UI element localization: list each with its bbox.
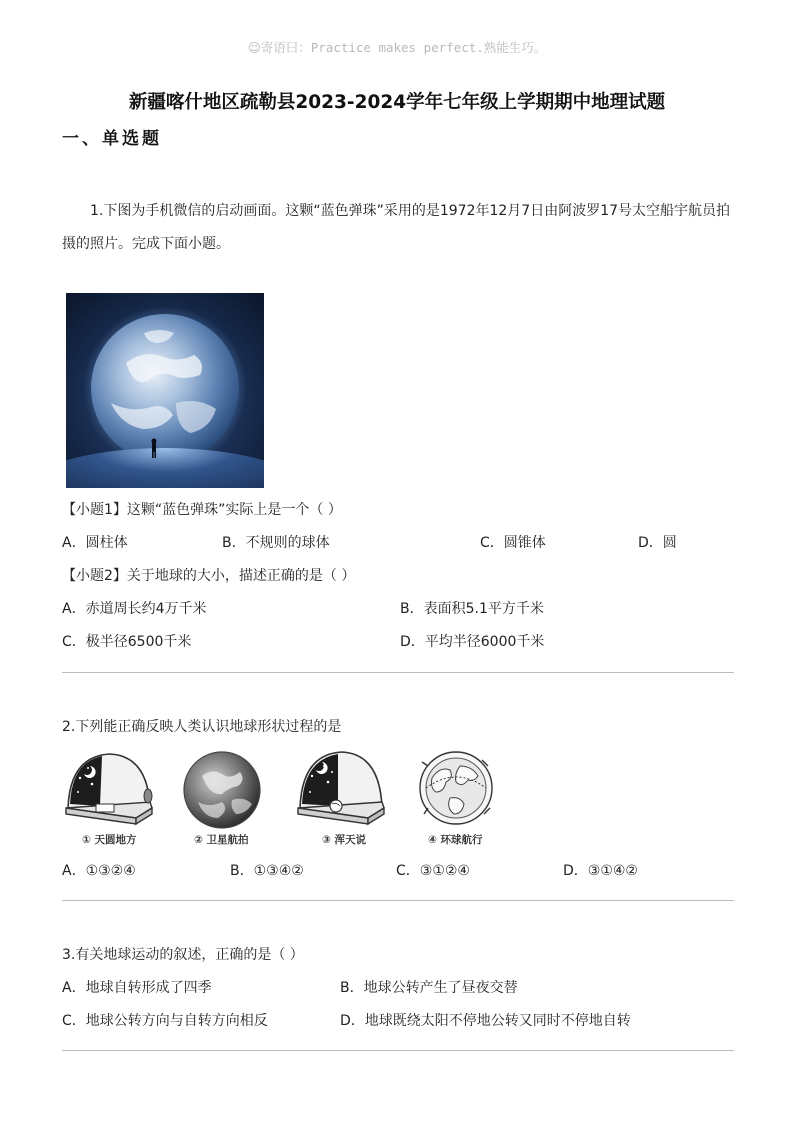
q3-option-d[interactable]: D．地球既绕太阳不停地公转又同时不停地自转 [340,1013,631,1029]
figure-caption-4: ④ 环球航行 [428,834,483,846]
divider [62,1050,734,1051]
q1-sub1-option-c[interactable]: C．圆锥体 [480,535,546,551]
q2-option-c[interactable]: C．③①②④ [396,863,470,879]
figure-caption-3: ③ 浑天说 [322,834,367,846]
divider [62,672,734,673]
motto-text: 寄语曰：Practice makes perfect.熟能生巧。 [260,40,547,55]
q1-sub1-label: 【小题1】这颗“蓝色弹珠”实际上是一个（ ） [62,502,342,518]
q2-option-b[interactable]: B．①③④② [230,863,304,879]
page-motto [0,38,794,56]
q3-stem: 3.有关地球运动的叙述，正确的是（ ） [62,947,304,963]
q1-sub2-option-c[interactable]: C．极半径6500千米 [62,634,192,650]
q1-stem-line1: 1.下图为手机微信的启动画面。这颗“蓝色弹珠”采用的是1972年12月7日由阿波罗17号太空船宇航员拍 [90,203,731,219]
circumnavigation-globe-icon [410,748,506,832]
q1-sub1-option-d[interactable]: D．圆 [638,535,677,551]
q1-stem-line2: 摄的照片。完成下面小题。 [62,236,230,252]
q1-sub2-option-b[interactable]: B．表面积5.1平方千米 [400,601,544,617]
q2-option-a[interactable]: A．①③②④ [62,863,136,879]
q1-sub1-option-a[interactable]: A．圆柱体 [62,535,128,551]
q1-sub2-option-a[interactable]: A．赤道周长约4万千米 [62,601,207,617]
divider [62,900,734,901]
figure-caption-1: ① 天圆地方 [82,834,137,846]
q3-option-b[interactable]: B．地球公转产生了昼夜交替 [340,980,518,996]
section-heading: 一、单选题 [62,129,162,149]
q1-sub2-option-d[interactable]: D．平均半径6000千米 [400,634,545,650]
smile-icon: ☺ [247,40,261,55]
satellite-globe-icon [176,748,272,832]
dome-square-earth-icon [62,748,158,832]
figure-caption-2: ② 卫星航拍 [194,834,249,846]
dome-sphere-icon [294,748,390,832]
q1-sub2-label: 【小题2】关于地球的大小，描述正确的是（ ） [62,568,356,584]
earth-photo-icon [66,293,264,488]
q1-sub1-option-b[interactable]: B．不规则的球体 [222,535,330,551]
q2-option-d[interactable]: D．③①④② [563,863,638,879]
page-title: 新疆喀什地区疏勒县2023-2024学年七年级上学期期中地理试题 [128,92,666,113]
q3-option-a[interactable]: A．地球自转形成了四季 [62,980,212,996]
q3-option-c[interactable]: C．地球公转方向与自转方向相反 [62,1013,268,1029]
q2-stem: 2.下列能正确反映人类认识地球形状过程的是 [62,719,342,735]
